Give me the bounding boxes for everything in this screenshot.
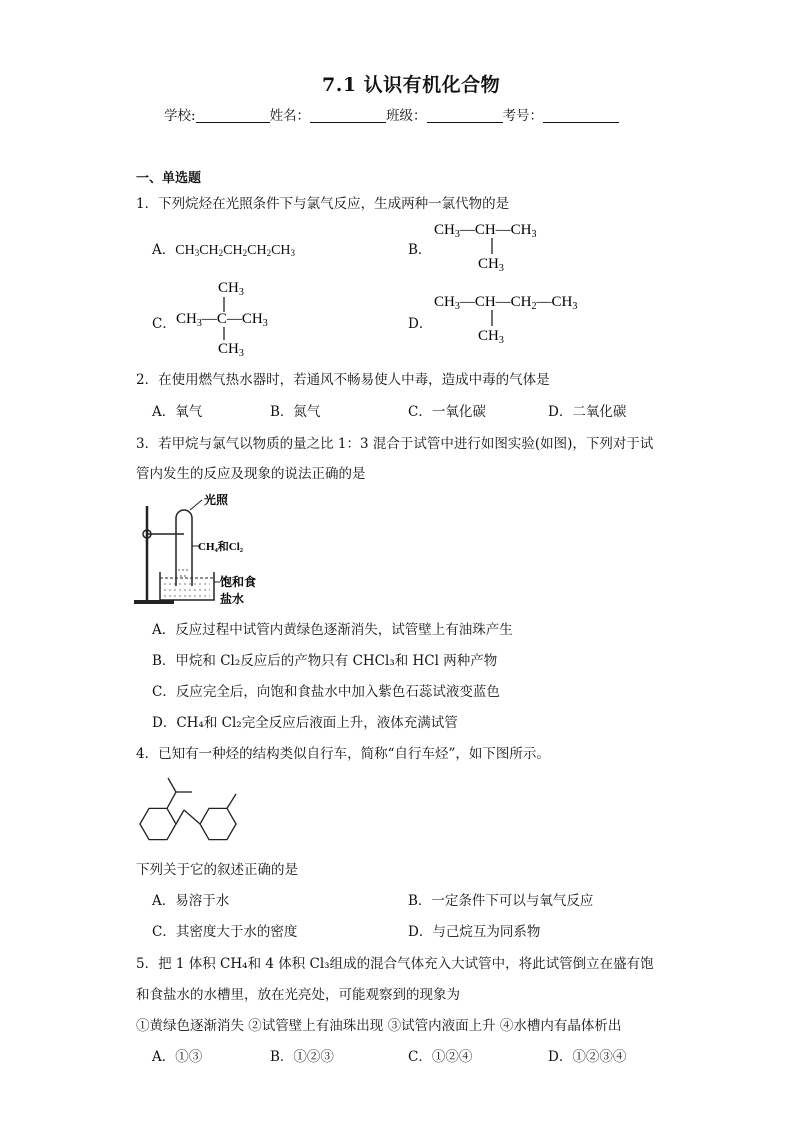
q5-option-d: D．①②③④ [548,1049,627,1065]
school-label: 学校: [164,108,196,124]
q1-option-d-structure [428,288,608,346]
q4-option-a: A．易溶于水 [152,893,230,909]
q1-option-b-letter: B． [408,242,432,258]
question-5-stem-line1: 5．把 1 体积 CH₄和 4 体积 Cl₃组成的混合气体充入大试管中，将此试管倒立在盛有饱 [136,956,654,972]
isopropyl-methyl-1 [168,778,176,792]
exam-no-label: 考号： [502,108,544,124]
q2-option-d: D．二氧化碳 [548,404,627,420]
q1-b-main-chain: $CH_3—CH—CH_3$ [434,222,537,240]
q2-option-b: B．氮气 [270,404,321,420]
q1-option-c-structure [170,276,280,358]
name-blank[interactable] [310,108,386,123]
q3-option-a: A．反应过程中试管内黄绿色逐渐消失，试管壁上有油珠产生 [152,622,513,638]
q4-bicycle-hydrocarbon-structure [128,768,248,852]
q3-option-b: B．甲烷和 Cl₂反应后的产物只有 CHCl₃和 HCl 两种产物 [152,653,498,669]
q5-option-a: A．①③ [152,1049,203,1065]
q1-c-top: $CH_3$ [218,280,244,298]
student-info-line [164,104,619,124]
q3-option-c: C．反应完全后，向饱和食盐水中加入紫色石蕊试液变蓝色 [152,684,500,700]
light-leader [190,500,202,510]
q4-option-b: B．一定条件下可以与氧气反应 [408,893,594,909]
q1-d-branch: $CH_3$ [478,328,504,346]
q2-option-a: A．氧气 [152,404,203,420]
test-tube [176,510,192,586]
question-5-stem-line2: 和食盐水的水槽里，放在光亮处，可能观察到的现象为 [136,987,460,1003]
isopropyl-bond [167,792,176,808]
q1-option-a-formula: $CH_3CH_2CH_2CH_2CH_3$ [175,243,296,258]
school-blank[interactable] [196,108,270,123]
exam-no-blank[interactable] [543,108,619,123]
q3-apparatus-figure [132,488,262,608]
q4-option-d: D．与己烷互为同系物 [408,924,541,940]
q2-option-c: C．一氧化碳 [408,404,486,420]
q1-option-a [152,238,295,259]
class-blank[interactable] [427,108,503,123]
right-ring [200,808,236,839]
q1-c-middle: $CH_3—C—CH_3$ [176,311,268,329]
page-title: 7.1 认识有机化合物 [322,74,501,96]
question-4-follow: 下列关于它的叙述正确的是 [136,862,298,878]
q1-c-bottom: $CH_3$ [218,341,244,358]
q3-option-d: D．CH₄和 Cl₂完全反应后液面上升，液体充满试管 [152,715,458,731]
q1-option-c-letter: C． [152,316,176,332]
q1-option-d-letter: D． [408,316,433,332]
left-ring [140,808,176,839]
q1-d-main-chain: $CH_3—CH—CH_2—CH_3$ [434,294,578,312]
q1-option-b-structure [428,216,558,274]
gas-label: CH₄和Cl₂ [198,541,244,553]
name-label: 姓名： [269,108,311,124]
q5-option-b: B．①②③ [270,1049,334,1065]
solution-label-1: 饱和食 [220,575,257,589]
q1-b-branch: $CH_3$ [478,256,504,274]
section-heading: 一、单选题 [136,171,202,186]
q5-option-c: C．①②④ [408,1049,473,1065]
question-4-stem: 4．已知有一种烃的结构类似自行车，简称“自行车烃”，如下图所示。 [136,746,550,762]
question-3-stem-line1: 3．若甲烷与氯气以物质的量之比 1：3 混合于试管中进行如图实验(如图)，下列对于试 [136,436,654,452]
question-1-stem: 1．下列烷烃在光照条件下与氯气反应，生成两种一氯代物的是 [136,196,510,212]
salt-water-hatch [164,584,210,596]
option-letter: A． [152,242,176,258]
question-3-stem-line2: 管内发生的反应及现象的说法正确的是 [136,466,366,482]
question-5-observations: ①黄绿色逐渐消失 ②试管壁上有油珠出现 ③试管内液面上升 ④水槽内有晶体析出 [136,1018,622,1034]
solution-label-2: 盐水 [220,592,245,606]
link-bond-2 [184,810,200,824]
methyl-bond [227,794,236,808]
question-2-stem: 2．在使用燃气热水器时，若通风不畅易使人中毒，造成中毒的气体是 [136,372,550,388]
q4-option-c: C．其密度大于水的密度 [152,924,298,940]
light-label: 光照 [204,493,229,507]
link-bond-1 [176,810,184,824]
class-label: 班级： [386,108,427,124]
